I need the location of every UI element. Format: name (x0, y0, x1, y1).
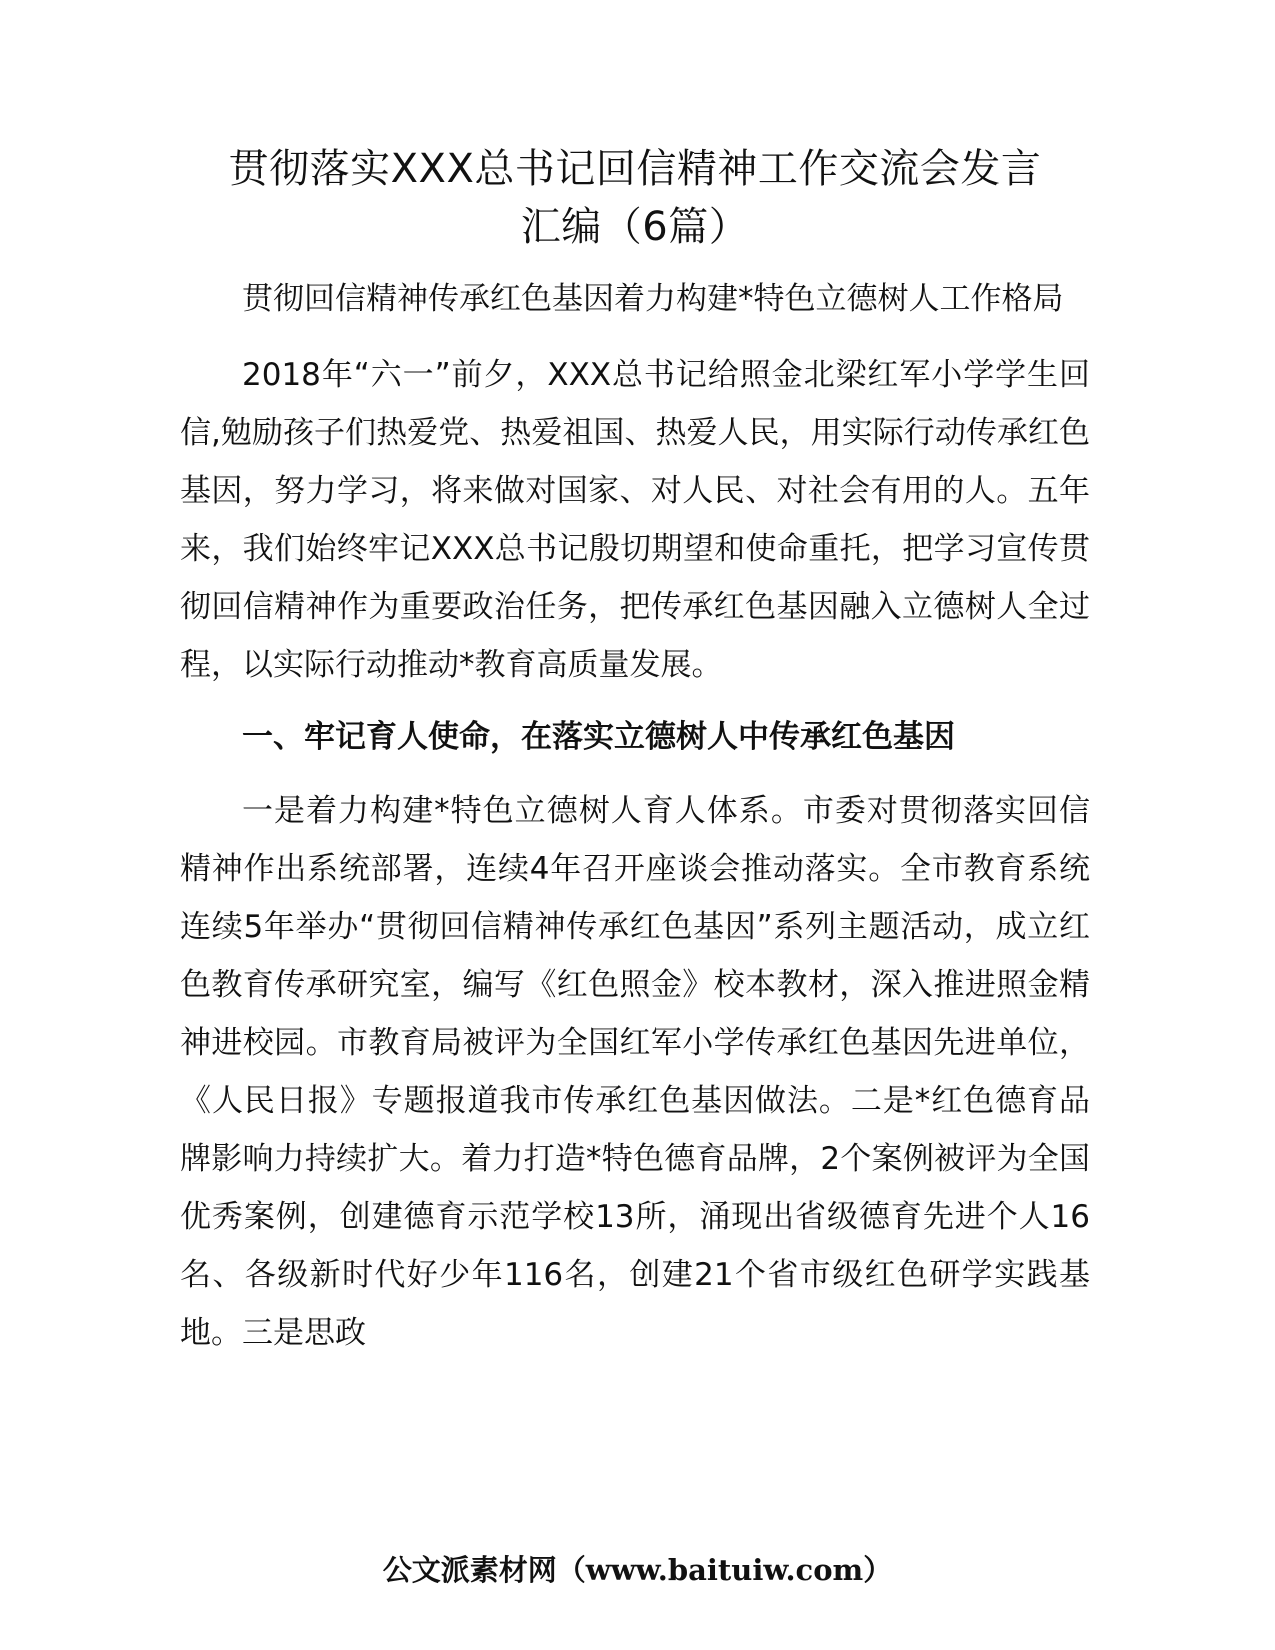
title-line-1: 贯彻落实XXX总书记回信精神工作交流会发言 (228, 146, 1042, 192)
document-title (180, 140, 1090, 256)
document-subtitle: 贯彻回信精神传承红色基因着力构建*特色立德树人工作格局 (242, 281, 1064, 317)
document-page (180, 140, 1090, 1362)
paragraph-intro: 2018年“六一”前夕，XXX总书记给照金北梁红军小学学生回信,勉励孩子们热爱党、热爱祖国、热爱人民，用实际行动传承红色基因，努力学习，将来做对国家、对人民、对社会有用的人。五年来，我们始终牢记XXX总书记殷切期望和使命重托，把学习宣传贯彻回信精神作为重要政治任务，把传承红色基因融入立德树人全过程，以实际行动推动*教育高质量发展。 (180, 357, 1090, 683)
footer-watermark: 公文派素材网（www.baituiw.com） (382, 1553, 893, 1587)
section-heading-1: 一、牢记育人使命，在落实立德树人中传承红色基因 (242, 719, 955, 755)
paragraph-section-1: 一是着力构建*特色立德树人育人体系。市委对贯彻落实回信精神作出系统部署，连续4年召开座谈会推动落实。全市教育系统连续5年举办“贯彻回信精神传承红色基因”系列主题活动，成立红色教育传承研究室，编写《红色照金》校本教材，深入推进照金精神进校园。市教育局被评为全国红军小学传承红色基因先进单位，《人民日报》专题报道我市传承红色基因做法。二是*红色德育品牌影响力持续扩大。着力打造*特色德育品牌，2个案例被评为全国优秀案例，创建德育示范学校13所，涌现出省级德育先进个人16名、各级新时代好少年116名，创建21个省市级红色研学实践基地。三是思政 (180, 793, 1090, 1351)
title-line-2: 汇编（6篇） (520, 204, 750, 250)
